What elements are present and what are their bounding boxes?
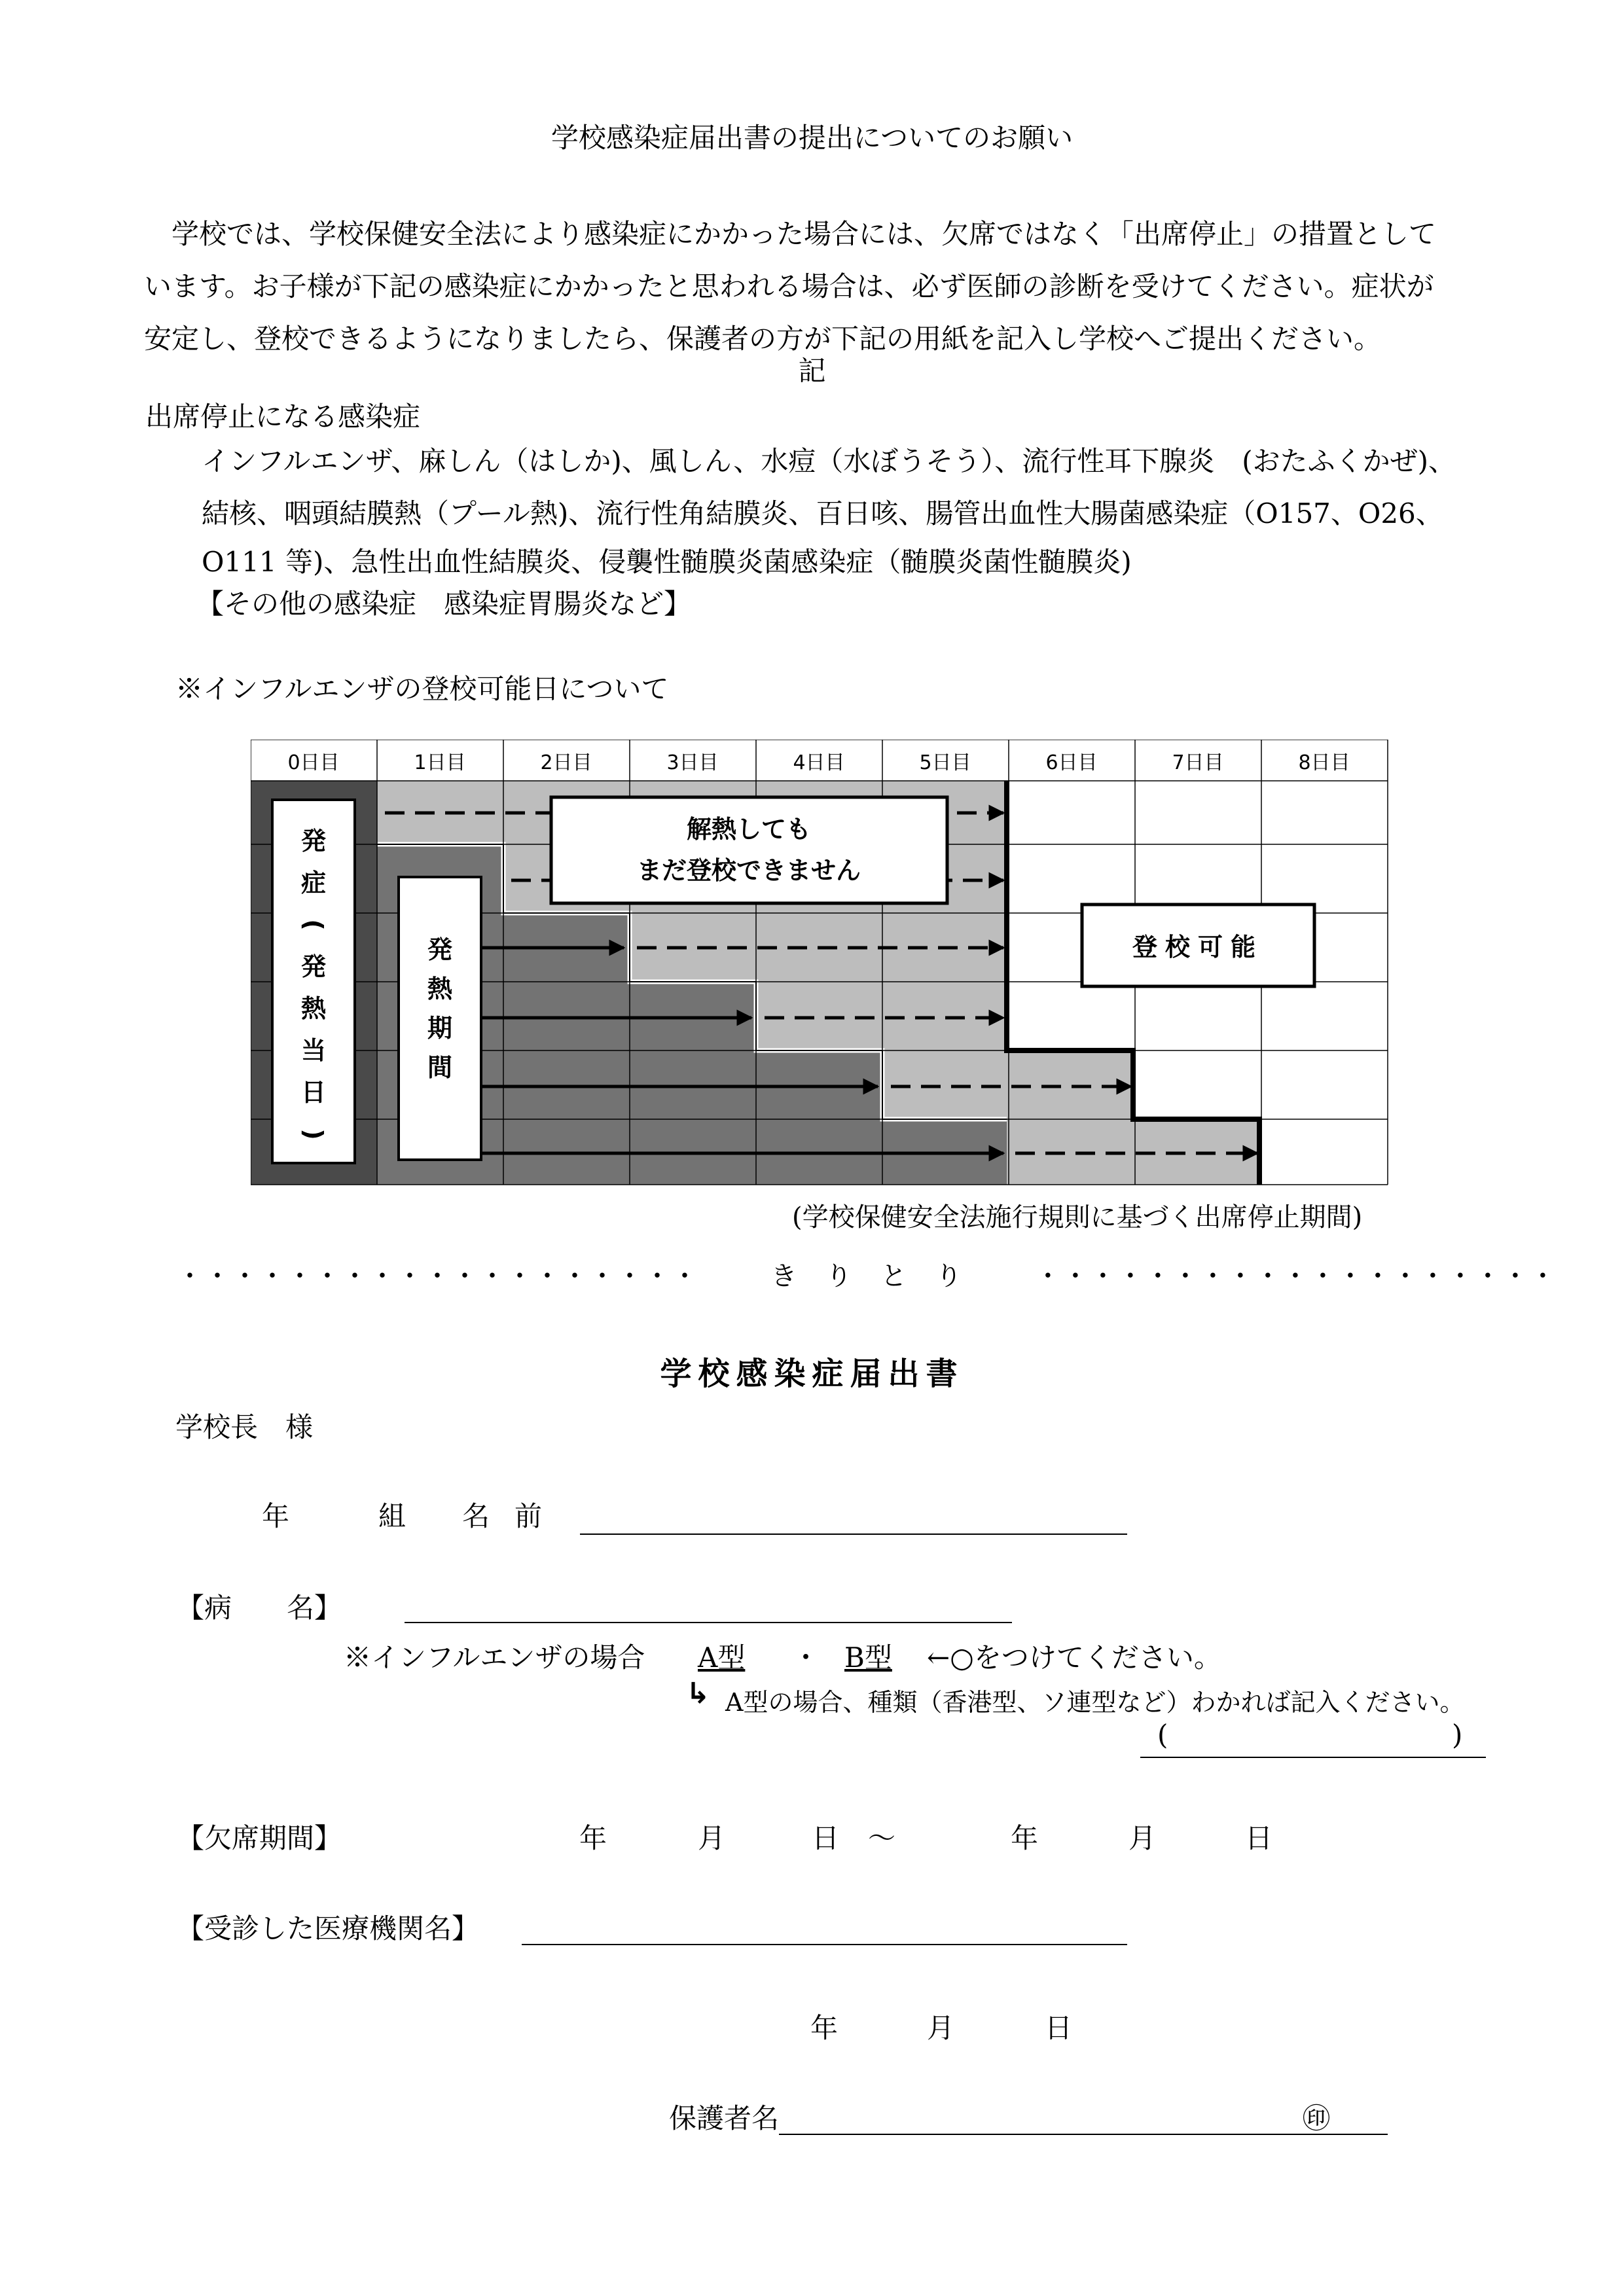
absence-label: 【欠席期間】 [177,1822,342,1854]
clinic-field[interactable] [522,1944,1127,1945]
name-label: 名前 [462,1500,568,1532]
vertical-label-char: 間 [427,1053,453,1082]
seal-icon: ㊞ [1303,2102,1331,2134]
grade-label: 年 [262,1500,290,1532]
disease-label: 【病 名】 [177,1592,342,1624]
submit-day: 日 [1045,2012,1073,2044]
cut-label: き り と り [770,1261,964,1291]
notice-paragraph-line: います。お子様が下記の感染症にかかったと思われる場合は、必ず医師の診断を受けてください。症状が [144,270,1434,302]
vertical-label-char: 発 [300,952,327,981]
class-label: 組 [378,1500,406,1532]
attendance-suspension-diagram [251,740,1390,1191]
type-separator: ・ [792,1641,820,1674]
vertical-label-char: ) [299,1128,328,1140]
day-header: 5日目 [919,751,971,774]
submit-month: 月 [927,2012,955,2044]
can-attend-label: 登校可能 [1132,933,1264,961]
name-field[interactable] [580,1534,1127,1535]
subtype-field[interactable] [1140,1757,1486,1758]
notice-paragraph [144,208,1436,365]
day-header: 3日目 [666,751,719,774]
other-diseases-line: 【その他の感染症 感染症胃腸炎など】 [196,588,692,620]
absence-from-month: 月 [698,1822,726,1854]
absence-tilde: ～ [868,1822,896,1854]
vertical-label-char: 熱 [300,994,327,1023]
notice-title: 学校感染症届出書の提出についてのお願い [550,122,1074,154]
day-header: 7日目 [1172,751,1224,774]
clinic-label: 【受診した医療機関名】 [177,1912,480,1945]
cut-dots-right: ・・・・・・・・・・・・・・・・・・・ [1034,1261,1557,1291]
guardian-field[interactable] [779,2134,1388,2135]
diseases-heading: 出席停止になる感染症 [145,401,421,433]
diagram-caption: (学校保健安全法施行規則に基づく出席停止期間) [792,1202,1363,1232]
absence-to-day: 日 [1245,1822,1273,1854]
vertical-label-char: 日 [300,1078,327,1107]
disease-field[interactable] [405,1622,1012,1623]
day-header: 1日目 [414,751,466,774]
form-title: 学校感染症届出書 [660,1355,964,1392]
vertical-label-char: 熱 [427,975,453,1003]
subtype-paren-close: ) [1452,1719,1463,1751]
vertical-label-char: 当 [300,1036,327,1065]
diseases-line: O111 等)、急性出血性結膜炎、侵襲性髄膜炎菌感染症（髄膜炎菌性髄膜炎) [202,546,1132,578]
day-header: 2日目 [540,751,592,774]
absence-from-year: 年 [579,1822,607,1854]
day-header: 4日目 [793,751,845,774]
ki-heading: 記 [798,355,826,387]
vertical-label-char: 発 [300,827,327,855]
addressee: 学校長 様 [175,1411,314,1443]
absence-to-year: 年 [1011,1822,1039,1854]
vertical-label-char: 症 [300,869,327,897]
absence-from-day: 日 [812,1822,840,1854]
influenza-note: ※インフルエンザの登校可能日について [175,673,669,705]
submit-year: 年 [810,2012,839,2044]
day-header: 0日目 [287,751,340,774]
subtype-note: A型の場合、種類（香港型、ソ連型など）わかれば記入ください。 [725,1688,1465,1717]
fever-gone-box [551,797,947,903]
diseases-line: 結核、咽頭結膜熱（プール熱)、流行性角結膜炎、百日咳、腸管出血性大腸菌感染症（O157、O26、 [202,497,1443,529]
vertical-label-char: 発 [427,935,453,964]
absence-to-month: 月 [1128,1822,1157,1854]
influenza-type-note: ※インフルエンザの場合 [344,1641,645,1674]
type-b-option[interactable]: B型 [844,1641,892,1674]
subtype-paren-open: ( [1157,1719,1168,1751]
diseases-line: インフルエンザ、麻しん（はしか)、風しん、水痘（水ぼうそう）、流行性耳下腺炎 (おたふくかぜ)、 [202,445,1456,477]
day-headers [287,751,1350,774]
day-header: 6日目 [1045,751,1098,774]
type-a-option[interactable]: A型 [698,1641,746,1674]
notice-paragraph-line: 安定し、登校できるようになりましたら、保護者の方が下記の用紙を記入し学校へご提出ください。 [144,323,1382,355]
vertical-label-char: ( [299,919,328,931]
fever-gone-line: 解熱しても [686,815,812,844]
guardian-label: 保護者名 [669,2102,780,2134]
cut-line [177,1255,1557,1293]
subtype-arrow-icon: ↳ [686,1677,710,1710]
cut-dots-left: ・・・・・・・・・・・・・・・・・・・ [177,1261,699,1291]
fever-gone-line: まだ登校できません [636,856,861,885]
vertical-label-char: 期 [427,1014,453,1043]
circle-instruction: ←○をつけてください。 [927,1641,1221,1674]
notice-paragraph-line: 学校では、学校保健安全法により感染症にかかった場合には、欠席ではなく「出席停止」の措置として [144,218,1437,250]
day-header: 8日目 [1298,751,1350,774]
